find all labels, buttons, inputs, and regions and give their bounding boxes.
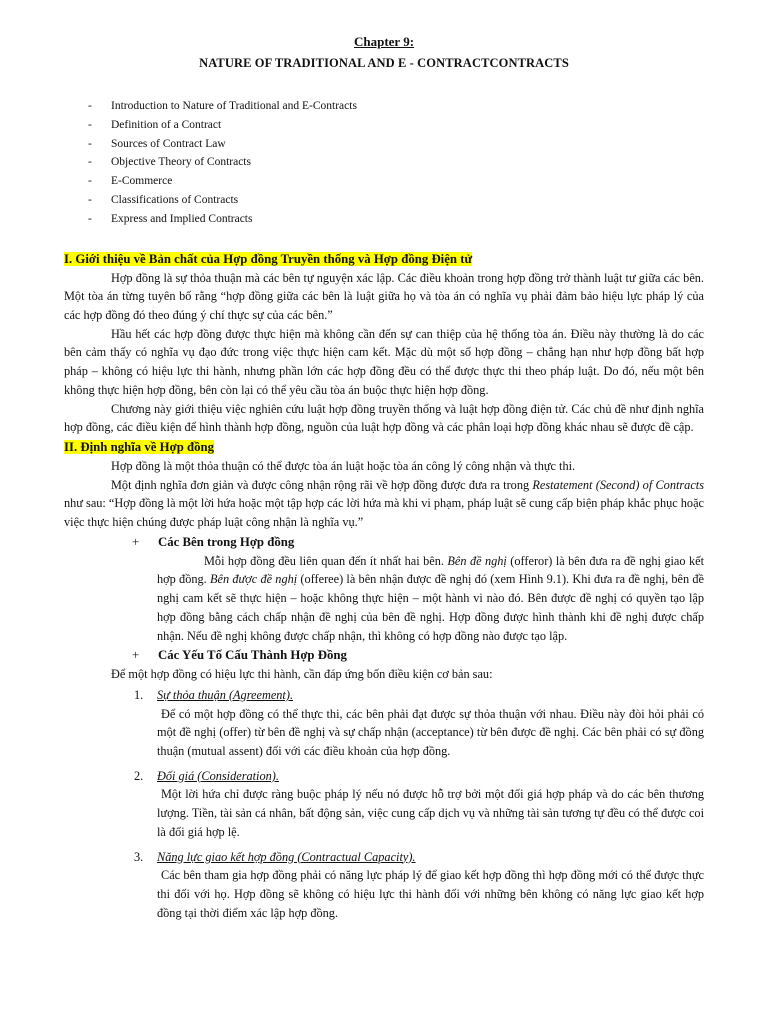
paragraph: Hầu hết các hợp đồng được thực hiện mà không cần đến sự can thiệp của hệ thống tòa án. Điều này thường là do các bên cảm thấy có nghĩa vụ đạo đức trong việc thực hiện cam kết. Mặc dù một số hợp đồng – chẳng hạn như hợp đồng bất hợp pháp – không có hiệu lực thi hành, nhưng phần lớn các hợp đồng đều có thể được thực thi theo pháp luật. Do đó, nếu một bên không thực hiện hợp đồng, bên còn lại có thể yêu cầu tòa án buộc thực hiện hợp đồng. <box>64 326 704 397</box>
paragraph: Để một hợp đồng có hiệu lực thi hành, cần đáp ứng bốn điều kiện cơ bản sau: <box>111 667 493 682</box>
chapter-title: NATURE OF TRADITIONAL AND E - CONTRACTCONTRACTS <box>199 56 569 70</box>
section-heading-definition: II. Định nghĩa về Hợp đồng <box>64 439 215 454</box>
plus-bullet-icon: + <box>132 534 140 549</box>
paragraph: Hợp đồng là sự thỏa thuận mà các bên tự nguyện xác lập. Các điều khoản trong hợp đồng trở thành luật tư giữa các bên. Một tòa án từng tuyên bố rằng “hợp đồng giữa các bên là luật giữa họ và tòa án có nghĩa vụ phải đảm bảo hiệu lực pháp lý của các hợp đồng đó theo đúng ý chí thực sự của các bên.” <box>64 270 704 322</box>
paragraph: Chương này giới thiệu việc nghiên cứu luật hợp đồng truyền thống và luật hợp đồng điện tử. Các chủ đề như định nghĩa hợp đồng, các điều kiện để hình thành hợp đồng, nguồn của luật hợp đồng và các phân loại hợp đồng khác nhau sẽ được đề cập. <box>64 401 704 435</box>
numbered-item-description: Một lời hứa chỉ được ràng buộc pháp lý nếu nó được hỗ trợ bởi một đối giá hợp pháp và do các bên thương lượng. Tiền, tài sản cá nhân, bất động sản, việc cung cấp dịch vụ và những tài sản tương tự đều có thể được coi là đối giá hợp lệ. <box>157 787 704 839</box>
list-item: - E-Commerce <box>88 175 173 188</box>
numbered-item-description: Để có một hợp đồng có thể thực thi, các bên phải đạt được sự thỏa thuận với nhau. Điều này đòi hỏi phải có một đề nghị (offer) từ bên đề nghị và sự chấp nhận (acceptance) từ bên được đề nghị. Các bên phải có sự đồng thuận (mutual assent) đối với các điều khoản của hợp đồng. <box>157 706 704 759</box>
section-heading-introduction: I. Giới thiệu về Bản chất của Hợp đồng Truyền thống và Hợp đồng Điện tử <box>64 251 473 266</box>
paragraph: Mỗi hợp đồng đều liên quan đến ít nhất hai bên. Bên đề nghị (offeror) là bên đưa ra đề nghị giao kết hợp đồng. Bên được đề nghị (offeree) là bên nhận được đề nghị đó (xem Hình 9.1). Khi đưa ra đề nghị, bên đề nghị cam kết sẽ thực hiện – hoặc không thực hiện – một hành vi nào đó. Bên được đề nghị có quyền tạo lập hợp đồng bằng cách chấp nhận đề nghị của bên đề nghị. Hợp đồng được hình thành khi đề nghị được chấp nhận. Nếu đề nghị không được chấp nhận, thì không có hợp đồng nào được tạo lập. <box>157 553 704 643</box>
paragraph: Một định nghĩa đơn giản và được công nhận rộng rãi về hợp đồng được đưa ra trong Restatement (Second) of Contracts như sau: “Hợp đồng là một lời hứa hoặc một tập hợp các lời hứa mà khi vi phạm, pháp luật sẽ cung cấp biện pháp khắc phục hoặc việc thực hiện chúng được pháp luật công nhận là nghĩa vụ.” <box>64 477 704 530</box>
subheading-elements: + Các Yếu Tố Cấu Thành Hợp Đồng <box>132 645 704 665</box>
numbered-item-title: 3. Năng lực giao kết hợp đồng (Contractual Capacity). <box>134 849 416 864</box>
list-item: - Classifications of Contracts <box>88 193 239 206</box>
numbered-item-title: 1. Sự thỏa thuận (Agreement). <box>134 687 294 702</box>
numbered-item-title: 2. Đối giá (Consideration). <box>134 768 279 783</box>
subheading-parties: + Các Bên trong Hợp đồng <box>132 532 704 552</box>
list-item: - Introduction to Nature of Traditional and E-Contracts <box>88 100 357 112</box>
paragraph: Hợp đồng là một thỏa thuận có thể được tòa án luật hoặc tòa án công lý công nhận và thực thi. <box>111 458 576 473</box>
list-item: - Objective Theory of Contracts <box>88 156 251 169</box>
list-item: - Definition of a Contract <box>88 118 222 131</box>
list-item: - Sources of Contract Law <box>88 137 226 150</box>
chapter-number: Chapter 9: <box>353 34 415 49</box>
list-item: - Express and Implied Contracts <box>88 212 253 225</box>
topic-list <box>64 97 704 229</box>
citation: Restatement (Second) of Contracts <box>532 477 704 492</box>
plus-bullet-icon: + <box>132 648 140 663</box>
numbered-item-description: Các bên tham gia hợp đồng phải có năng lực pháp lý để giao kết hợp đồng thì hợp đồng mới có thể được thực thi đối với họ. Hợp đồng sẽ không có hiệu lực thi hành đối với những bên không có năng lực giao kết hợp đồng tại thời điểm xác lập hợp đồng. <box>157 868 704 920</box>
